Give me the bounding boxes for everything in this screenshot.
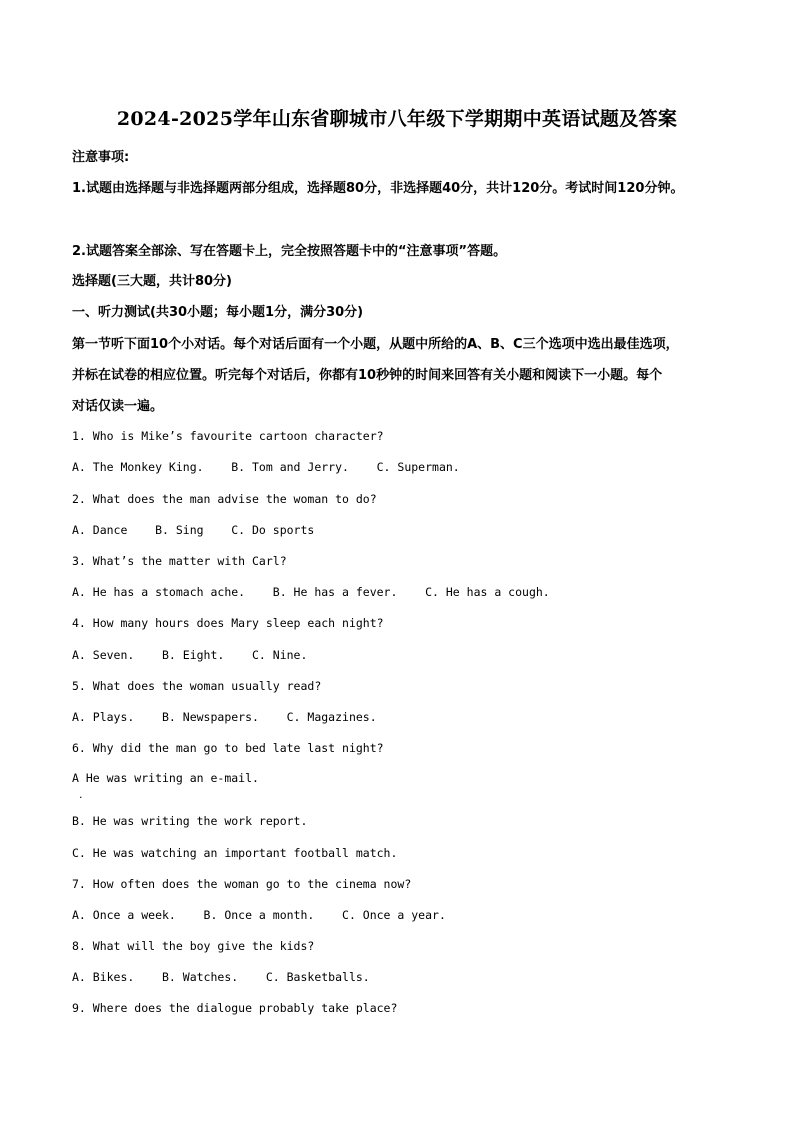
question-6-option-b: B. He was writing the work report. (72, 814, 308, 828)
question-9: 9. Where does the dialogue probably take place? (72, 1001, 398, 1015)
question-3-options: A. He has a stomach ache. B. He has a fever. C. He has a cough. (72, 585, 550, 599)
question-7: 7. How often does the woman go to the cinema now? (72, 877, 412, 891)
notes-item-2: 2.试题答案全部涂、写在答题卡上，完全按照答题卡中的“注意事项”答题。 (72, 244, 507, 259)
notes-item-1: 1.试题由选择题与非选择题两部分组成，选择题80分，非选择题40分，共计120分。考试时间120分钟。 (72, 181, 684, 196)
question-8: 8. What will the boy give the kids? (72, 939, 315, 953)
question-6: 6. Why did the man go to bed late last night? (72, 741, 384, 755)
question-8-options: A. Bikes. B. Watches. C. Basketballs. (72, 970, 370, 984)
part1-instruction-line-2: 并标在试卷的相应位置。听完每个对话后，你都有10秒钟的时间来回答有关小题和阅读下一小题。每个 (72, 368, 663, 383)
part1-instruction-line-3: 对话仅读一遍。 (72, 399, 164, 414)
question-4-options: A. Seven. B. Eight. C. Nine. (72, 648, 308, 662)
question-1-options: A. The Monkey King. B. Tom and Jerry. C. Superman. (72, 460, 460, 474)
page-title: 2024-2025学年山东省聊城市八年级下学期期中英语试题及答案 (116, 108, 678, 130)
question-4: 4. How many hours does Mary sleep each night? (72, 616, 384, 630)
choice-section-heading: 选择题(三大题，共计80分) (72, 274, 232, 289)
question-1: 1. Who is Mike’s favourite cartoon character? (72, 429, 384, 443)
question-5-options: A. Plays. B. Newspapers. C. Magazines. (72, 710, 377, 724)
question-5: 5. What does the woman usually read? (72, 679, 322, 693)
notes-heading: 注意事项: (72, 150, 130, 165)
listening-heading: 一、听力测试(共30小题；每小题1分，满分30分) (72, 305, 364, 320)
question-6-option-a: A He was writing an e-mail. (72, 771, 259, 785)
question-6-option-c: C. He was watching an important football match. (72, 846, 398, 860)
question-3: 3. What’s the matter with Carl? (72, 554, 287, 568)
question-2-options: A. Dance B. Sing C. Do sports (72, 523, 315, 537)
question-7-options: A. Once a week. B. Once a month. C. Once a year. (72, 908, 446, 922)
part1-instruction-line-1: 第一节听下面10个小对话。每个对话后面有一个小题，从题中所给的A、B、C三个选项中选出最佳选项， (72, 337, 679, 352)
question-2: 2. What does the man advise the woman to do? (72, 492, 377, 506)
stray-mark: . (79, 788, 83, 801)
